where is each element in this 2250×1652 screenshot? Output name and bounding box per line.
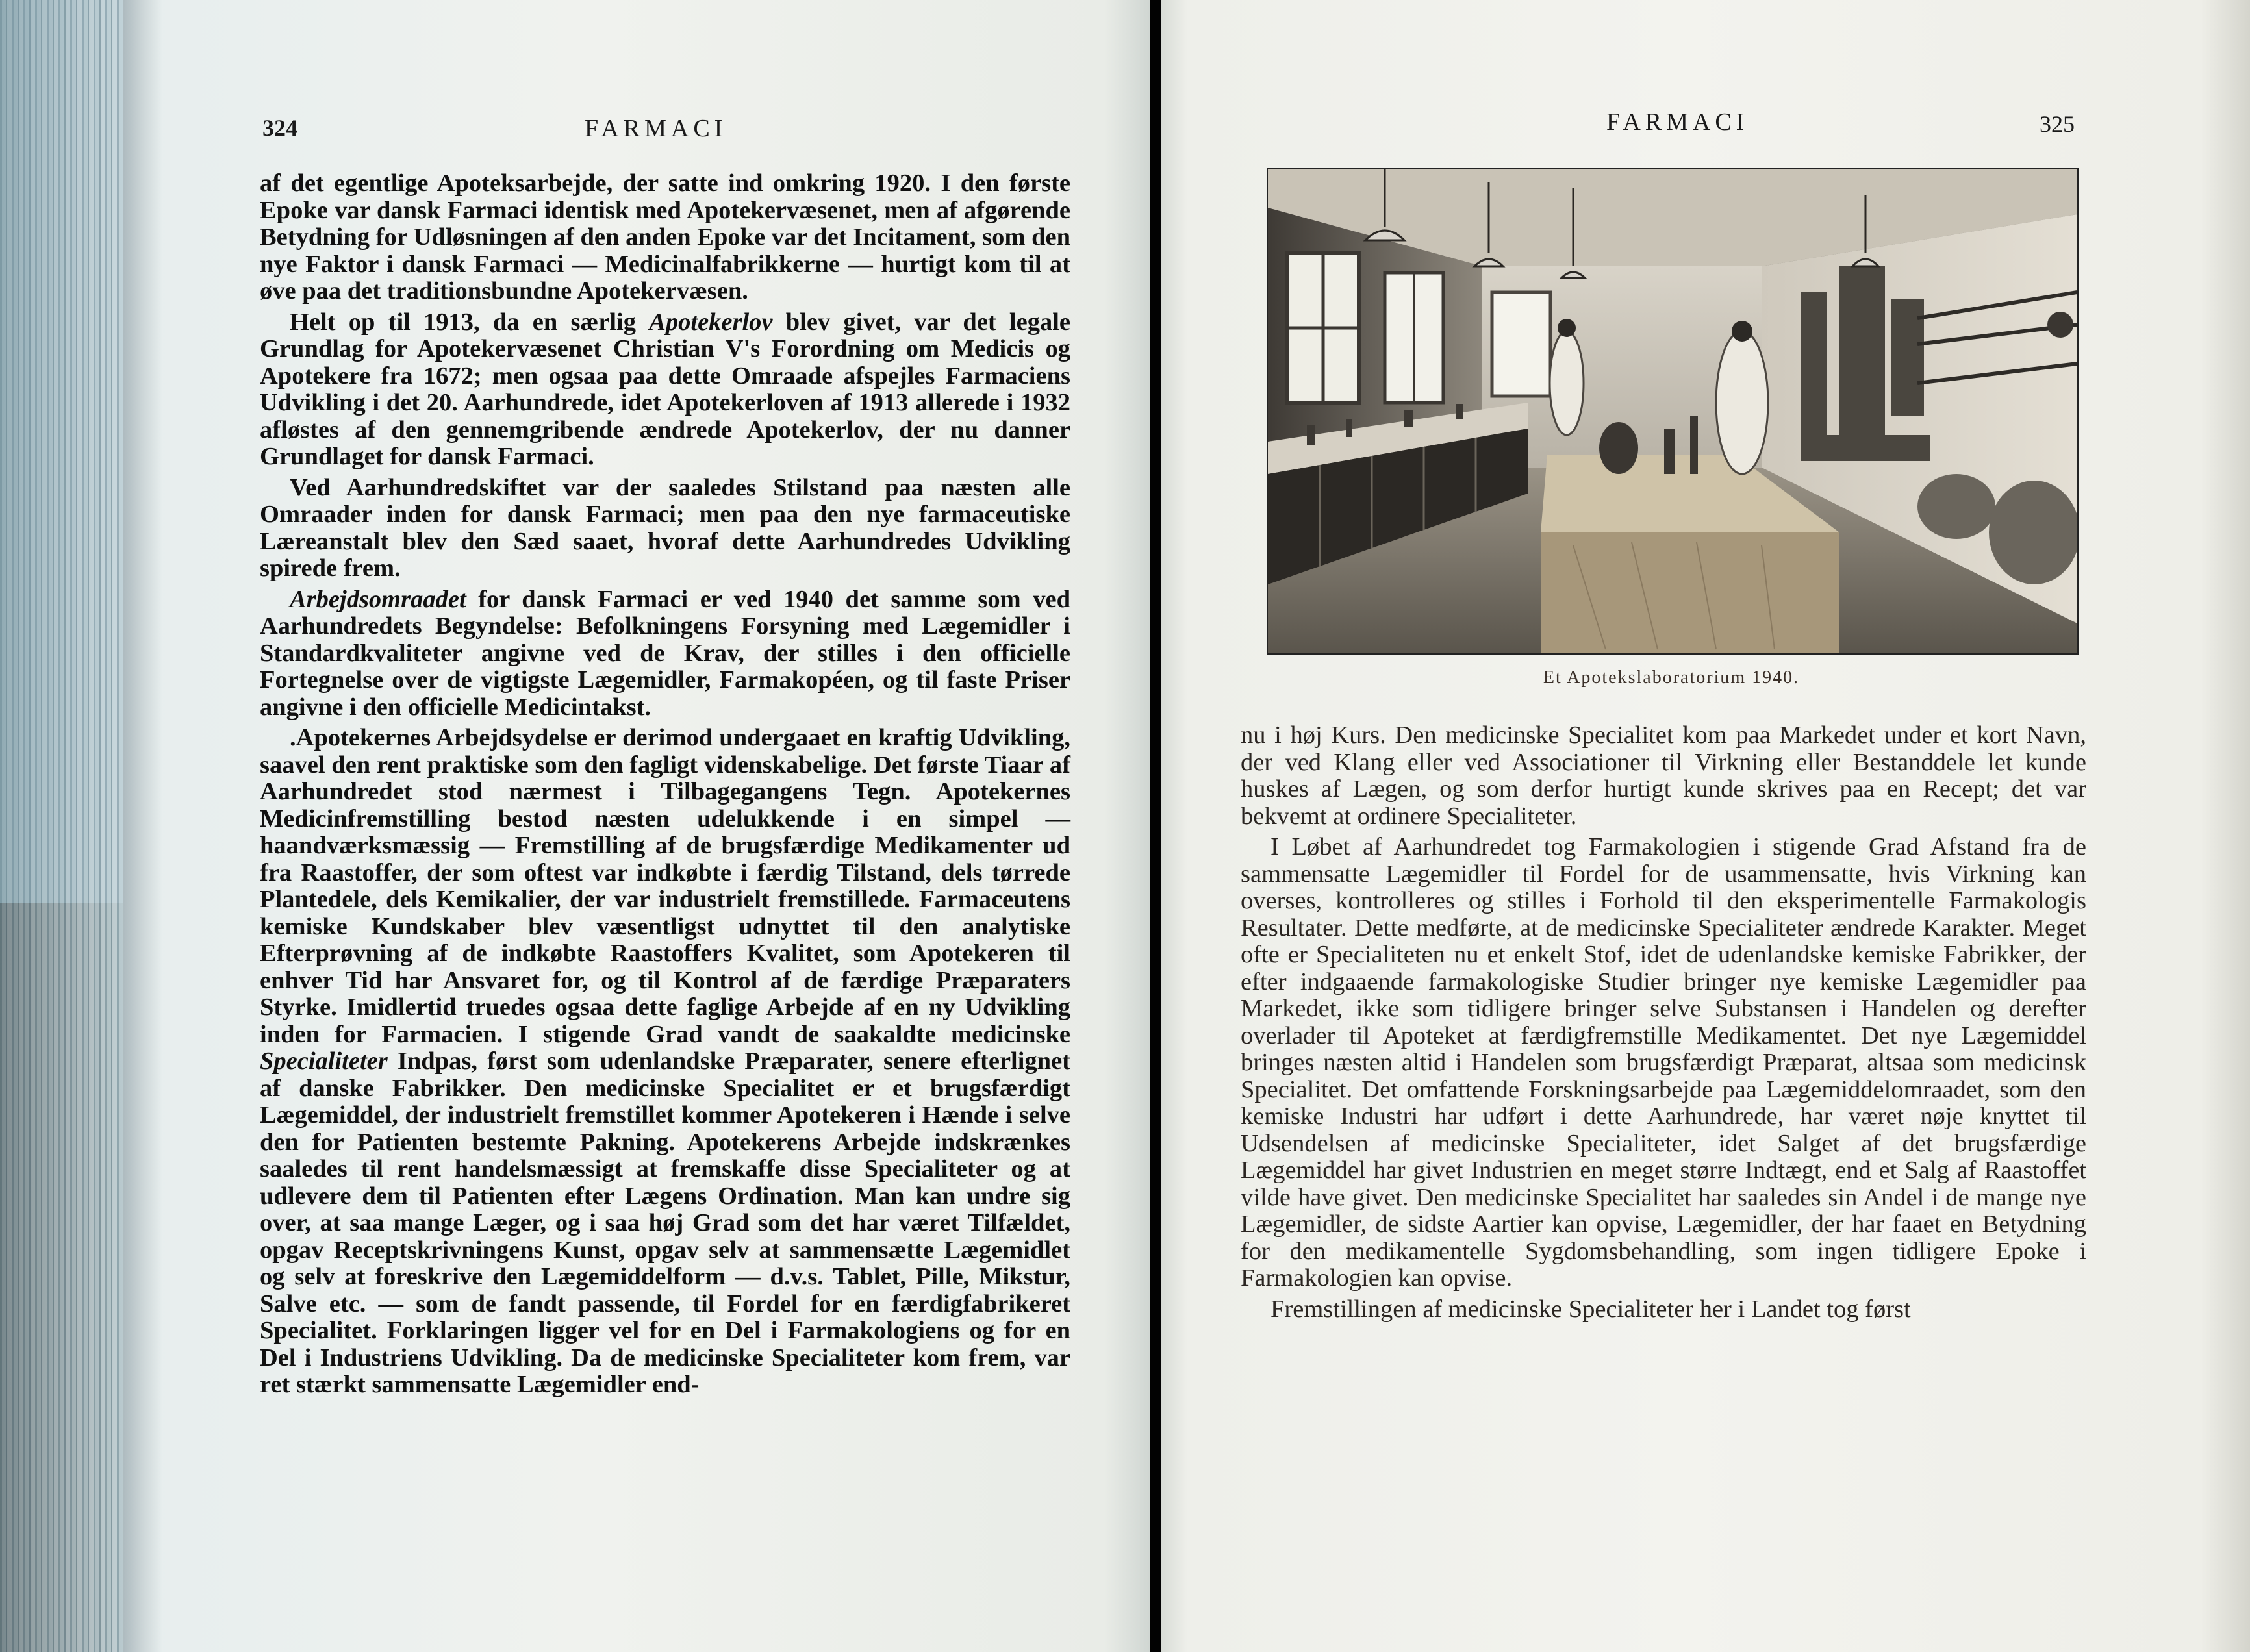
page-number-left: 324 xyxy=(262,115,297,141)
italic-term: Apotekerlov xyxy=(649,308,773,336)
running-head-right: FARMACI xyxy=(1606,108,1749,136)
right-body-text xyxy=(1241,722,2086,1323)
page-edges xyxy=(0,0,123,1652)
text-run: af det egentlige Apoteksarbejde, der satte ind omkring 1920. I den første Epoke var dansk Farmaci identisk med Apotekervæsenet, men af afgørende Betydning for Udløsningen af den anden Epoke var det Incitament, som den nye Faktor i dansk Farmaci — Medicinalfabrikkerne — hurtigt kom til at øve paa det traditionsbundne Apotekervæsen. xyxy=(260,169,1070,305)
page-number-right: 325 xyxy=(2040,111,2075,137)
text-run: Ved Aarhundredskiftet var der saaledes Stilstand paa næsten alle Omraader inden for dansk Farmaci; men paa den nye farmaceutiske Læreanstalt blev den Sæd saaet, hvoraf dette Aarhundredes Udvikling spirede frem. xyxy=(260,473,1070,582)
laboratory-photo xyxy=(1267,168,2079,655)
right-paragraph: I Løbet af Aarhundredet tog Farmakologien i stigende Grad Afstand fra de sammensatte Lægemidler til Fordel for de usammensatte, hvis Virkning kan overses, kontrolleres og stilles i Forhold til den eksperimentelle Farmakologis Resultater. Dette medførte, at de medicinske Specialiteter ændrede Karakter. Meget ofte er Specialiteten nu et enkelt Stof, idet de udenlandske kemiske Fabrikker, der efter indgaaende farmakologiske Studier bringer nye kemiske Lægemidler paa Markedet, ikke som tidligere bringer selve Substansen i Handelen og derefter overlader til Apoteket at færdigfremstille Medikamentet. Det nye Lægemiddel bringes næsten altid i Handelen som brugsfærdigt Præparat, altsaa som medicinsk Specialitet. Det omfattende Forskningsarbejde paa Lægemiddelomraadet, som den kemiske Industri har udført i dette Aarhundrede, har været nøje knyttet til Udsendelsen af medicinske Specialiteter, idet Salget af det brugsfærdige Lægemiddel har givet Industrien en meget større Indtægt, end et Salg af Raastoffet vilde have givet. Den medicinske Specialitet har saaledes sin Andel i de mange nye Lægemidler, de sidste Aartier kan opvise, Lægemidler, der har faaet en Betydning for den medikamentelle Sygdomsbehandling, som ingen tidligere Epoke i Farmakologien kan opvise. xyxy=(1241,833,2086,1292)
left-paragraph xyxy=(260,725,1070,1399)
text-run: for dansk Farmaci er ved 1940 det samme som ved Aarhundredets Begyndelse: Befolkningens Forsyning med Lægemidler i Standardkvaliteter angivne ved de Krav, der stilles i den officielle Fortegnelse over de vigtigste Lægemidler, Farmakopéen, og til faste Priser angivne i den officielle Medicintakst. xyxy=(260,585,1070,721)
text-run: blev givet, var det legale Grundlag for Apotekervæsenet Christian V's Forordning om Medicis og Apotekere fra 1672; men ogsaa paa dette Omraade afspejles Farmaciens Udvikling i det 20. Aarhundrede, idet Apotekerloven af 1913 allerede i 1932 afløstes af den gennemgribende ændrede Apotekerlov, der nu danner Grundlaget for dansk Farmaci. xyxy=(260,308,1071,470)
right-paragraph: Fremstillingen af medicinske Specialiteter her i Landet tog først xyxy=(1270,1295,1911,1323)
text-run: Helt op til 1913, da en særlig xyxy=(290,308,650,336)
running-head-left: FARMACI xyxy=(585,115,727,142)
left-paragraph xyxy=(260,586,1070,721)
left-paragraph xyxy=(260,475,1070,582)
text-run: Indpas, først som udenlandske Præparater, senere efterlignet af danske Fabrikker. Den medicinske Specialitet er et brugsfærdigt Lægemiddel, der industrielt fremstillet kommer Apotekeren i Hænde i selve den for Patienten bestemte Pakning. Apotekerens Arbejde indskrænkes saaledes til rent handelsmæssigt at fremskaffe disse Specialiteter og at udlevere dem til Patienten efter Lægens Ordination. Man kan undre sig over, at saa mange Læger, og i saa høj Grad som det har været Tilfældet, opgav Receptskrivningens Kunst, opgav selv at sammensætte Lægemidlet og selv at foreskrive den Lægemiddelform — d.v.s. Tablet, Pille, Mikstur, Salve etc. — som de fandt passende, til Fordel for en færdigfabrikeret Specialitet. Forklaringen ligger vel for en Del i Farmakologiens og for en Del i Industriens Udvikling. Da de medicinske Specialiteter kom frem, var ret stærkt sammensatte Lægemidler end- xyxy=(260,1047,1070,1398)
right-paragraph: nu i høj Kurs. Den medicinske Specialitet kom paa Markedet under et kort Navn, der ved Klang eller ved Associationer til Virkning eller Bestanddele let kunde huskes af Lægen, og som derfor hurtigt kunde skrives paa en Recept; det var bekvemt at ordinere Specialiteter. xyxy=(1241,721,2086,830)
italic-term: Specialiteter xyxy=(260,1047,388,1075)
italic-term: Arbejdsomraadet xyxy=(290,585,466,613)
text-run: .Apotekernes Arbejdsydelse er derimod undergaaet en kraftig Udvikling, saavel den rent praktiske som den fagligt videnskabelige. Det første Tiaar af Aarhundredet stod nærmest i Tilbagegangens Tegn. Apotekernes Medicinfremstilling bestod næsten udelukkende i en simpel — haandværksmæssig — Fremstilling af de brugsfærdige Medikamenter ud fra Raastoffer, der som oftest var indkøbte i færdig Tilstand, dels tørrede Plantedele, dels Kemikalier, der var industrielt fremstillede. Farmaceutens kemiske Kundskaber blev væsentligst udnyttet til den analytiske Efterprøvning af de indkøbte Raastoffers Kvalitet, som Apotekeren til enhver Tid har Ansvaret for, og til Kontrol af de færdige Præparaters Styrke. Imidlertid truedes ogsaa dette faglige Arbejde af en ny Udvikling inden for Farmacien. I stigende Grad vandt de saakaldte medicinske xyxy=(260,724,1070,1048)
figure-caption: Et Apotekslaboratorium 1940. xyxy=(1543,668,1800,688)
left-body-text xyxy=(260,170,1070,1399)
left-paragraph xyxy=(260,309,1070,471)
left-paragraph xyxy=(260,170,1070,305)
book-gutter xyxy=(1150,0,1161,1652)
